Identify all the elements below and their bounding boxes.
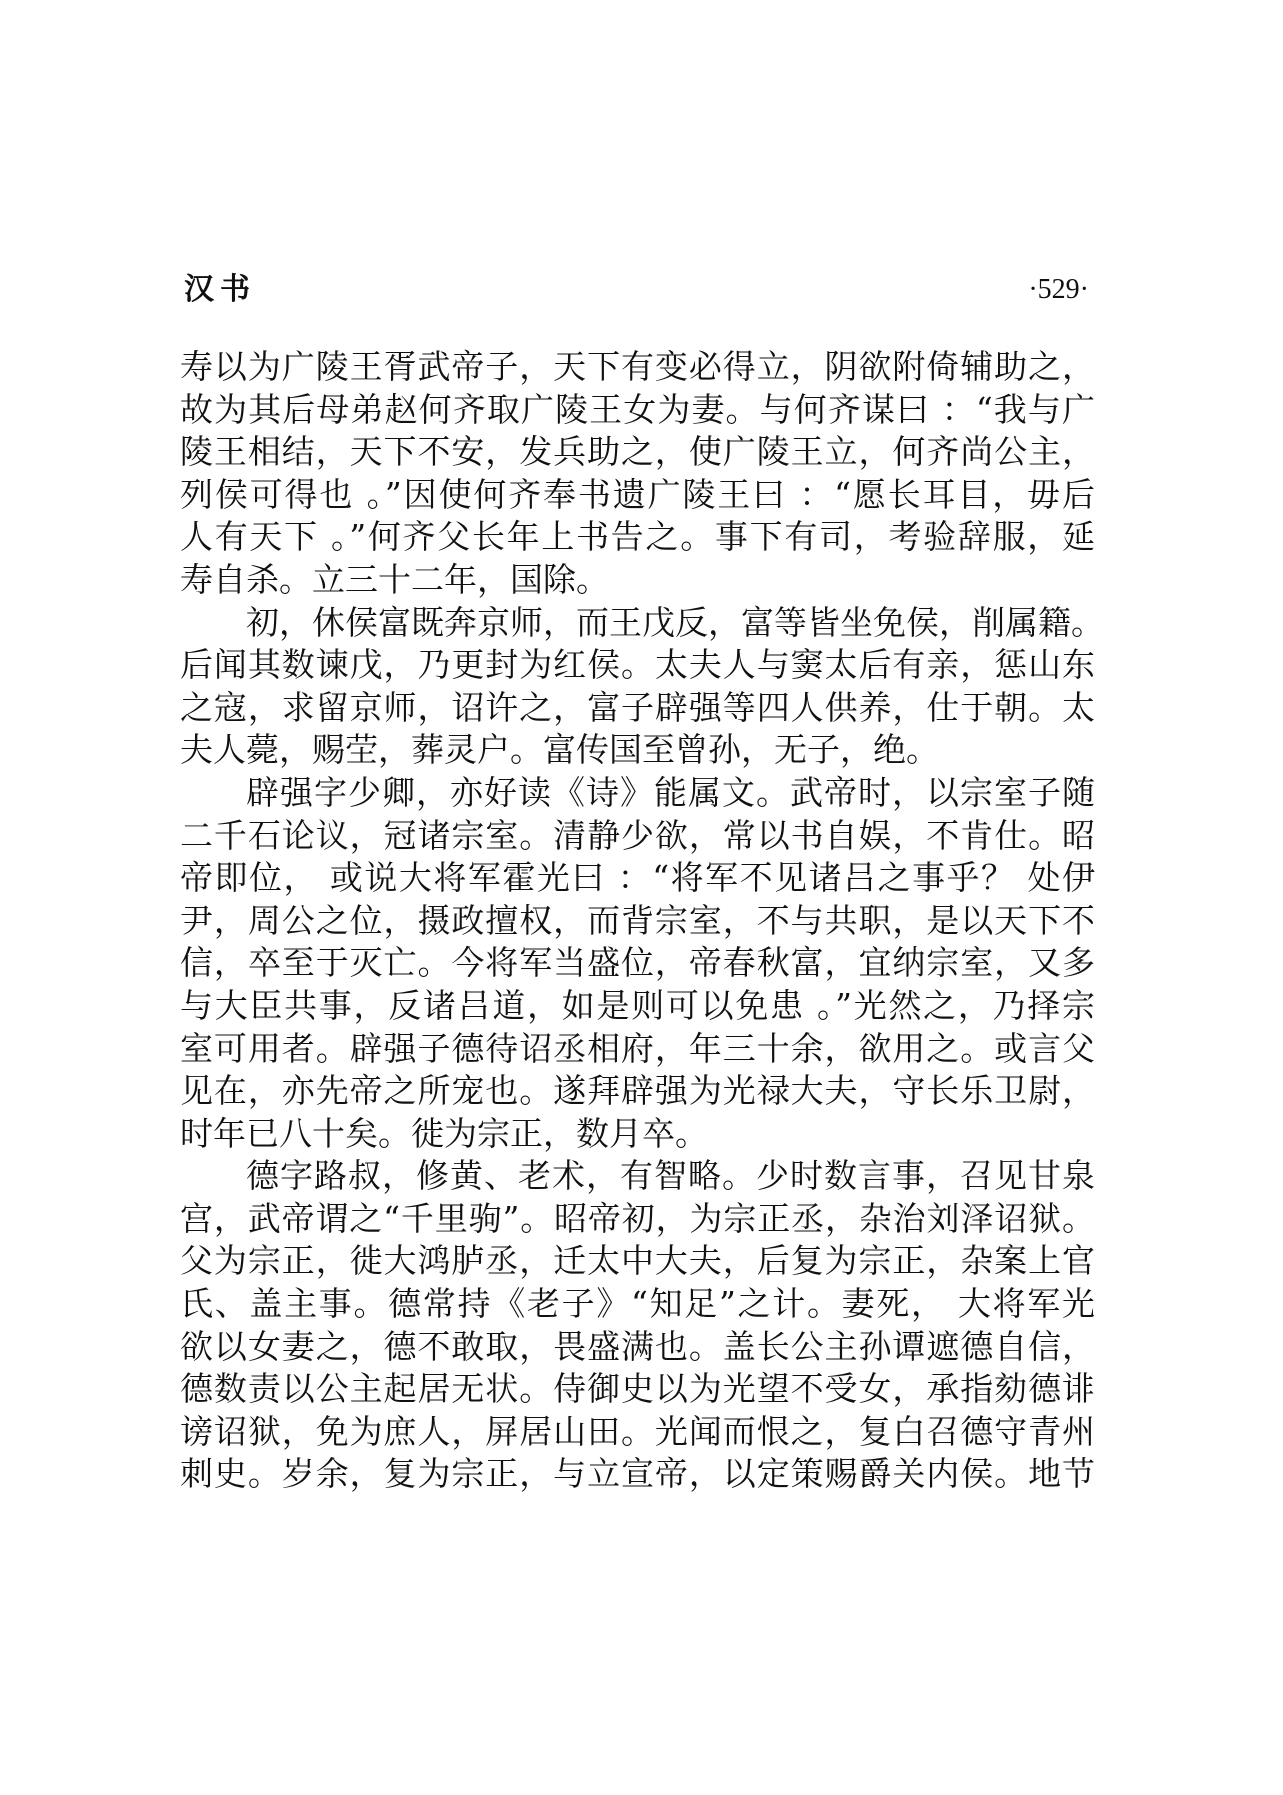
text-line: 刺史。岁余，复为宗正，与立宣帝，以定策赐爵关内侯。地节 <box>180 1454 1095 1494</box>
paragraph-first-line: 初，休侯富既奔京师，而王戊反，富等皆坐免侯，削属籍。 <box>246 602 1104 642</box>
text-line: 人有天下 。”何齐父长年上书告之。事下有司，考验辞服，延 <box>180 517 1095 557</box>
text-line: 宫，武帝谓之“千里驹”。昭帝初，为宗正丞，杂治刘泽诏狱。 <box>180 1198 1095 1238</box>
paragraph-first-line: 德字路叔，修黄、老术，有智略。少时数言事，召见甘泉 <box>246 1156 1095 1196</box>
text-line: 时年已八十矣。徙为宗正，数月卒。 <box>180 1113 708 1153</box>
text-line: 室可用者。辟强子德待诏丞相府，年三十余，欲用之。或言父 <box>180 1028 1095 1068</box>
text-line: 帝即位， 或说大将军霍光曰 ：“将军不见诸吕之事乎？ 处伊 <box>180 858 1095 898</box>
text-line: 与大臣共事，反诸吕道，如是则可以免患 。”光然之，乃择宗 <box>180 985 1095 1025</box>
text-line: 二千石论议，冠诸宗室。清静少欲，常以书自娱，不肯仕。昭 <box>180 815 1095 855</box>
text-line: 列侯可得也 。”因使何齐奉书遗广陵王曰 ：“愿长耳目，毋后 <box>180 474 1095 514</box>
paragraph-first-line: 辟强字少卿，亦好读《诗》能属文。武帝时，以宗室子随 <box>246 772 1095 812</box>
text-line: 谤诏狱，免为庶人，屏居山田。光闻而恨之，复白召德守青州 <box>180 1411 1095 1451</box>
text-line: 故为其后母弟赵何齐取广陵王女为妻。与何齐谋曰 ：“我与广 <box>180 389 1095 429</box>
text-line: 父为宗正，徙大鸿胪丞，迁太中大夫，后复为宗正，杂案上官 <box>180 1241 1095 1281</box>
text-line: 寿自杀。立三十二年，国除。 <box>180 559 609 599</box>
text-line: 之寇，求留京师，诏许之，富子辟强等四人供养，仕于朝。太 <box>180 687 1095 727</box>
text-line: 寿以为广陵王胥武帝子，天下有变必得立，阴欲附倚辅助之， <box>180 347 1095 386</box>
body-text <box>180 346 1104 1496</box>
page-header <box>184 272 1089 316</box>
text-line: 后闻其数谏戊，乃更封为红侯。太夫人与窦太后有亲，惩山东 <box>180 645 1095 685</box>
text-line: 氏、盖主事。德常持《老子》“知足”之计。妻死， 大将军光 <box>180 1284 1095 1324</box>
text-line: 陵王相结，天下不安，发兵助之，使广陵王立，何齐尚公主， <box>180 432 1095 472</box>
text-line: 德数责以公主起居无状。侍御史以为光望不受女，承指劾德诽 <box>180 1369 1095 1409</box>
text-line: 尹，周公之位，摄政擅权，而背宗室，不与共职，是以天下不 <box>180 900 1095 940</box>
page-number: ·529· <box>1028 274 1089 305</box>
text-line: 欲以女妻之，德不敢取，畏盛满也。盖长公主孙谭遮德自信， <box>180 1326 1095 1366</box>
running-title: 汉书 <box>184 272 256 307</box>
text-line: 见在，亦先帝之所宠也。遂拜辟强为光禄大夫，守长乐卫尉， <box>180 1071 1095 1111</box>
text-line: 信，卒至于灭亡。今将军当盛位，帝春秋富，宜纳宗室，又多 <box>180 943 1095 983</box>
text-line: 夫人薨，赐茔，葬灵户。富传国至曾孙，无子，绝。 <box>180 730 939 770</box>
